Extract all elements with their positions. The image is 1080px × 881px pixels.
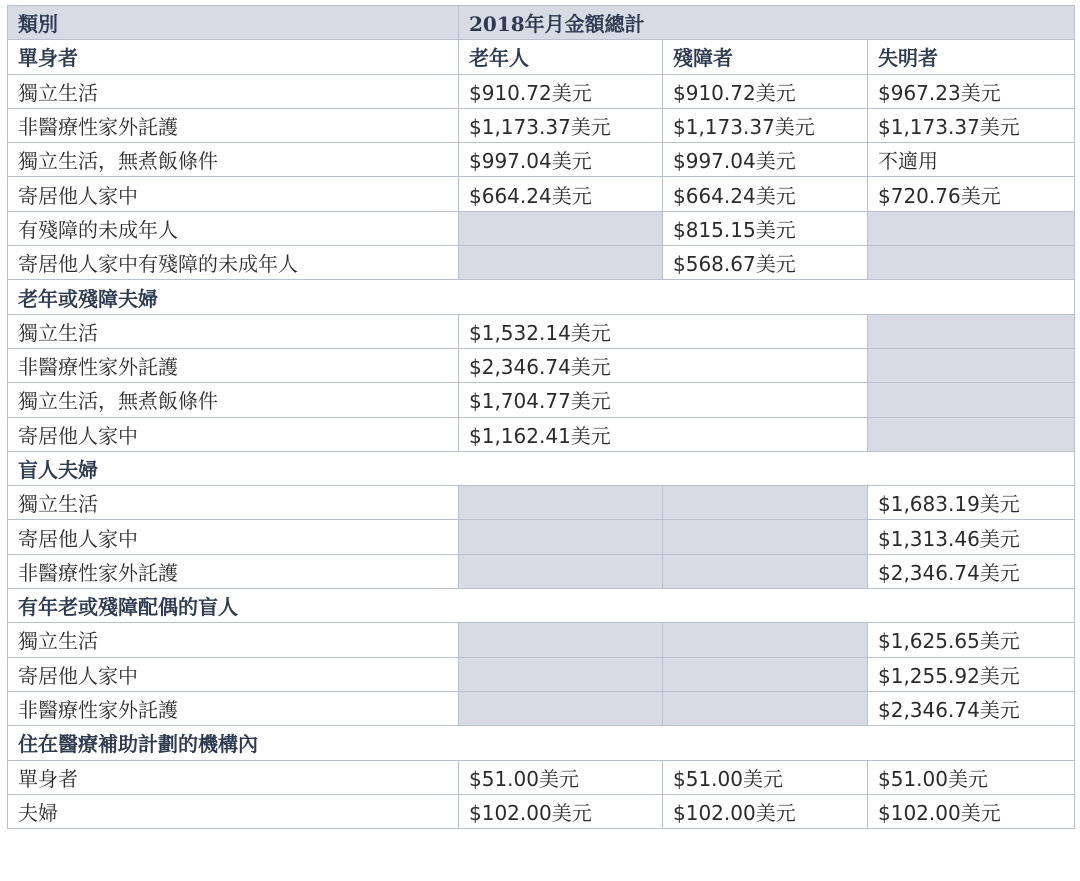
table-row (8, 760, 1075, 794)
benefit-table-container (7, 5, 1075, 829)
table-row (8, 623, 1075, 657)
cell-elderly: $51.00美元 (459, 760, 663, 794)
table-row (8, 520, 1075, 554)
subheader-blind: 失明者 (868, 40, 1075, 74)
row-label: 獨立生活，無煮飯條件 (8, 383, 459, 417)
cell-blind: $1,625.65美元 (868, 623, 1075, 657)
cell-blind: $51.00美元 (868, 760, 1075, 794)
shaded-cell (459, 691, 663, 725)
cell-disabled: $664.24美元 (663, 177, 868, 211)
row-label: 獨立生活 (8, 74, 459, 108)
shaded-cell (868, 383, 1075, 417)
cell-elderly: $1,173.37美元 (459, 108, 663, 142)
cell-disabled: $910.72美元 (663, 74, 868, 108)
cell-disabled: $997.04美元 (663, 143, 868, 177)
shaded-cell (459, 657, 663, 691)
table-row (8, 177, 1075, 211)
header-row (8, 6, 1075, 40)
ssi-benefit-table (7, 5, 1075, 829)
row-label: 非醫療性家外託護 (8, 348, 459, 382)
row-label: 寄居他人家中有殘障的未成年人 (8, 246, 459, 280)
cell-blind: $1,173.37美元 (868, 108, 1075, 142)
table-row (8, 314, 1075, 348)
section-title: 有年老或殘障配偶的盲人 (8, 589, 1075, 623)
shaded-cell (868, 417, 1075, 451)
cell-elderly: $997.04美元 (459, 143, 663, 177)
cell-blind: $1,255.92美元 (868, 657, 1075, 691)
row-label: 寄居他人家中 (8, 657, 459, 691)
cell-blind: $102.00美元 (868, 794, 1075, 828)
shaded-cell (868, 246, 1075, 280)
cell-elderly-disabled: $2,346.74美元 (459, 348, 868, 382)
shaded-cell (663, 486, 868, 520)
section-heading-row (8, 451, 1075, 485)
shaded-cell (868, 211, 1075, 245)
cell-blind: $967.23美元 (868, 74, 1075, 108)
section-title: 盲人夫婦 (8, 451, 1075, 485)
cell-disabled: $815.15美元 (663, 211, 868, 245)
row-label: 有殘障的未成年人 (8, 211, 459, 245)
cell-blind: 不適用 (868, 143, 1075, 177)
table-row (8, 246, 1075, 280)
subheader-single: 單身者 (8, 40, 459, 74)
section-heading-row (8, 280, 1075, 314)
section-heading-row (8, 589, 1075, 623)
row-label: 單身者 (8, 760, 459, 794)
table-row (8, 143, 1075, 177)
table-row (8, 211, 1075, 245)
header-total-title: 2018年月金額總計 (459, 6, 1075, 40)
shaded-cell (459, 554, 663, 588)
shaded-cell (663, 691, 868, 725)
shaded-cell (459, 623, 663, 657)
cell-elderly-disabled: $1,532.14美元 (459, 314, 868, 348)
table-row (8, 74, 1075, 108)
table-row (8, 794, 1075, 828)
cell-blind: $2,346.74美元 (868, 554, 1075, 588)
cell-elderly-disabled: $1,162.41美元 (459, 417, 868, 451)
row-label: 獨立生活 (8, 314, 459, 348)
cell-blind: $1,313.46美元 (868, 520, 1075, 554)
subheader-disabled: 殘障者 (663, 40, 868, 74)
shaded-cell (459, 211, 663, 245)
section-heading-row (8, 726, 1075, 760)
cell-disabled: $51.00美元 (663, 760, 868, 794)
shaded-cell (663, 520, 868, 554)
cell-disabled: $1,173.37美元 (663, 108, 868, 142)
row-label: 非醫療性家外託護 (8, 691, 459, 725)
shaded-cell (868, 348, 1075, 382)
shaded-cell (663, 657, 868, 691)
header-category: 類別 (8, 6, 459, 40)
table-row (8, 657, 1075, 691)
table-row (8, 691, 1075, 725)
shaded-cell (459, 520, 663, 554)
cell-blind: $1,683.19美元 (868, 486, 1075, 520)
table-row (8, 383, 1075, 417)
table-row (8, 348, 1075, 382)
shaded-cell (459, 486, 663, 520)
subheader-row (8, 40, 1075, 74)
row-label: 非醫療性家外託護 (8, 554, 459, 588)
table-row (8, 486, 1075, 520)
cell-elderly-disabled: $1,704.77美元 (459, 383, 868, 417)
row-label: 寄居他人家中 (8, 177, 459, 211)
cell-disabled: $568.67美元 (663, 246, 868, 280)
row-label: 獨立生活，無煮飯條件 (8, 143, 459, 177)
cell-elderly: $910.72美元 (459, 74, 663, 108)
cell-elderly: $664.24美元 (459, 177, 663, 211)
shaded-cell (663, 554, 868, 588)
cell-disabled: $102.00美元 (663, 794, 868, 828)
shaded-cell (459, 246, 663, 280)
section-title: 住在醫療補助計劃的機構內 (8, 726, 1075, 760)
cell-blind: $2,346.74美元 (868, 691, 1075, 725)
cell-elderly: $102.00美元 (459, 794, 663, 828)
table-row (8, 554, 1075, 588)
row-label: 夫婦 (8, 794, 459, 828)
subheader-elderly: 老年人 (459, 40, 663, 74)
shaded-cell (868, 314, 1075, 348)
row-label: 獨立生活 (8, 486, 459, 520)
cell-blind: $720.76美元 (868, 177, 1075, 211)
shaded-cell (663, 623, 868, 657)
table-row (8, 108, 1075, 142)
row-label: 寄居他人家中 (8, 520, 459, 554)
section-title: 老年或殘障夫婦 (8, 280, 1075, 314)
row-label: 獨立生活 (8, 623, 459, 657)
row-label: 寄居他人家中 (8, 417, 459, 451)
row-label: 非醫療性家外託護 (8, 108, 459, 142)
table-row (8, 417, 1075, 451)
